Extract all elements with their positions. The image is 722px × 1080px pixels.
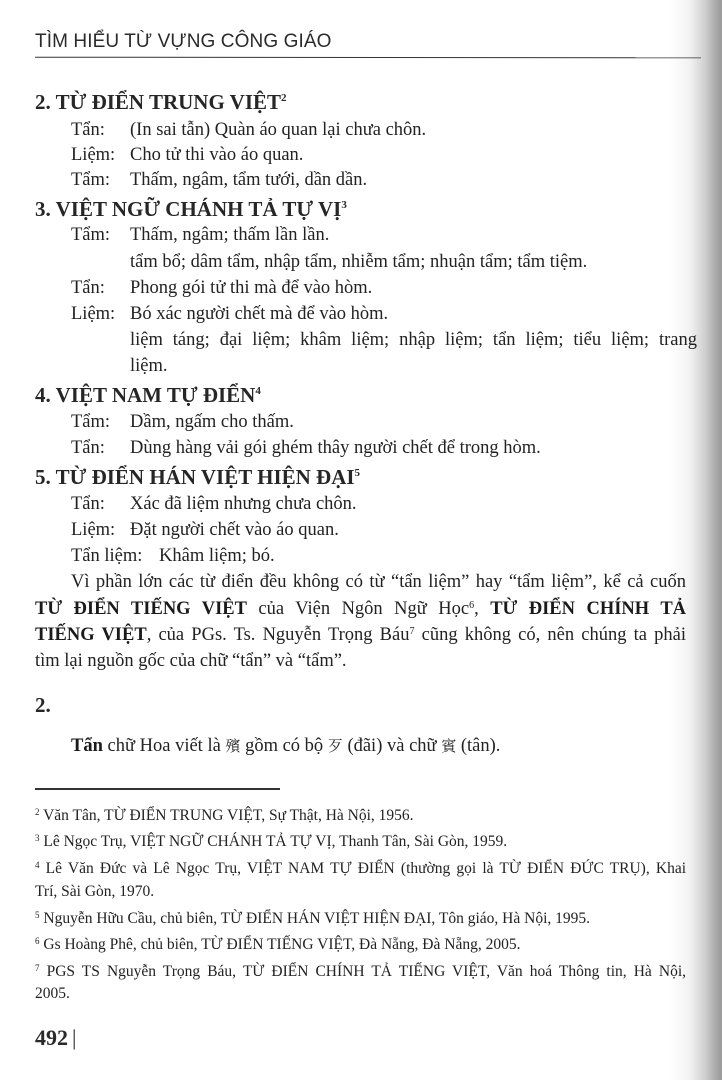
entry-label: Liệm:	[71, 145, 116, 165]
footnote	[35, 910, 590, 928]
paragraph-text: chữ Hoa viết là	[102, 736, 226, 756]
footnote-ref: 5	[354, 467, 361, 479]
entry-label: Tẩn liệm:	[71, 546, 143, 566]
paragraph-text: gồm có bộ	[240, 736, 328, 756]
entry-definition: tẩm bổ; dâm tẩm, nhập tẩm, nhiễm tẩm; nhuận tẩm; tẩm tiệm.	[130, 252, 588, 272]
section-heading-text: 3. VIỆT NGỮ CHÁNH TẢ TỰ VỊ	[35, 197, 342, 221]
footnote-ref: 3	[341, 199, 347, 211]
footnote-number: 5	[35, 910, 40, 920]
footnote	[35, 833, 507, 851]
paragraph-line	[35, 599, 686, 620]
entry-label: Tẩm:	[71, 225, 111, 245]
footnote-ref: 7	[409, 626, 415, 637]
term: Tẩn	[71, 736, 103, 756]
section-number: 2.	[35, 693, 51, 717]
footnote-number: 7	[35, 963, 40, 973]
entry-definition: Cho tử thi vào áo quan.	[130, 145, 304, 165]
footnote-text: Gs Hoàng Phê, chủ biên, TỪ ĐIỂN TIẾNG VIỆT, Đà Nẵng, Đà Nẵng, 2005.	[43, 936, 521, 953]
paragraph-text: của Viện Ngôn Ngữ Học	[246, 599, 470, 619]
entry-label: Tẩn:	[71, 494, 105, 514]
footnote-continuation: 2005.	[35, 985, 70, 1002]
entry-definition: Dầm, ngấm cho thấm.	[130, 412, 294, 432]
section-heading-text: 4. VIỆT NAM TỰ ĐIỂN	[35, 383, 256, 407]
entry-definition: Phong gói tử thi mà để vào hòm.	[130, 278, 373, 298]
entry-definition: Khâm liệm; bó.	[159, 546, 275, 566]
footnote-rule	[35, 788, 280, 790]
footnote	[35, 807, 414, 825]
chinese-character: 賓	[441, 737, 457, 755]
footnote-text: Nguyễn Hữu Cầu, chủ biên, TỪ ĐIỂN HÁN VIỆT HIỆN ĐẠI, Tôn giáo, Hà Nội, 1995.	[43, 910, 591, 927]
header-rule	[35, 57, 701, 59]
paragraph-text: cũng không có, nên chúng ta phải	[414, 625, 686, 645]
entry-label: Tẩn:	[71, 120, 105, 140]
paragraph-text: (tân).	[456, 736, 501, 756]
chinese-character: 殯	[225, 737, 241, 755]
page-number-separator: |	[72, 1025, 77, 1050]
footnote-ref: 2	[281, 92, 287, 104]
entry-label: Tẩn:	[71, 438, 105, 458]
entry-definition: liệm táng; đại liệm; khâm liệm; nhập liệm; tẩn liệm; tiểu liệm; trang	[130, 330, 697, 350]
entry-label: Tẩm:	[71, 170, 111, 190]
footnote-number: 4	[35, 860, 40, 870]
entry-definition: Xác đã liệm nhưng chưa chôn.	[130, 494, 357, 514]
entry-definition: Thấm, ngâm, tẩm tưới, dần dần.	[130, 170, 368, 190]
footnote-text: Văn Tân, TỪ ĐIỂN TRUNG VIỆT, Sự Thật, Hà Nội, 1956.	[43, 807, 414, 824]
footnote-number: 2	[35, 807, 40, 817]
paragraph-line: tìm lại nguồn gốc của chữ “tẩn” và “tẩm”.	[35, 651, 347, 671]
section-heading	[35, 465, 360, 490]
entry-definition: Thấm, ngâm; thấm lần lần.	[130, 225, 330, 245]
paragraph-line: Vì phần lớn các từ điển đều không có từ “tẩn liệm” hay “tẩm liệm”, kể cả cuốn	[71, 572, 686, 592]
entry-definition: liệm.	[130, 356, 168, 376]
footnote	[35, 860, 686, 878]
footnote-text: Lê Ngọc Trụ, VIỆT NGỮ CHÁNH TẢ TỰ VỊ, Thanh Tân, Sài Gòn, 1959.	[43, 833, 508, 850]
section-heading	[35, 383, 261, 408]
page-number-value: 492	[35, 1025, 68, 1050]
section-heading	[35, 197, 347, 222]
footnote-number: 6	[35, 936, 40, 946]
paragraph-text: (đãi) và chữ	[342, 736, 442, 756]
footnote	[35, 963, 686, 981]
entry-label: Tẩm:	[71, 412, 111, 432]
section-heading-text: 2. TỪ ĐIỂN TRUNG VIỆT	[35, 90, 282, 114]
entry-definition: Đặt người chết vào áo quan.	[130, 520, 339, 540]
page-number	[35, 1025, 76, 1051]
entry-label: Tẩn:	[71, 278, 105, 298]
footnote-ref: 4	[255, 385, 261, 397]
paragraph-text: , của PGs. Ts. Nguyễn Trọng Báu	[146, 625, 410, 645]
chinese-character: 歹	[327, 737, 343, 755]
paragraph-text: ,	[474, 599, 491, 619]
footnote-ref: 6	[469, 600, 475, 611]
entry-definition: Bó xác người chết mà để vào hòm.	[130, 304, 389, 324]
entry-definition: (In sai tẫn) Quàn áo quan lại chưa chôn.	[130, 120, 427, 140]
book-title: TIẾNG VIỆT	[35, 625, 147, 645]
running-head: TÌM HIỂU TỪ VỰNG CÔNG GIÁO	[35, 31, 332, 52]
entry-label: Liệm:	[71, 520, 116, 540]
footnote-number: 3	[35, 833, 40, 843]
entry-label: Liệm:	[71, 304, 116, 324]
paragraph-line	[71, 735, 500, 757]
footnote-text: Lê Văn Đức và Lê Ngọc Trụ, VIỆT NAM TỰ ĐIỂN (thường gọi là TỪ ĐIỂN ĐỨC TRỤ), Khai	[45, 860, 687, 877]
footnote	[35, 936, 520, 954]
book-title: TỪ ĐIỂN CHÍNH TẢ	[490, 599, 687, 619]
book-title: TỪ ĐIỂN TIẾNG VIỆT	[35, 599, 247, 619]
paragraph-line	[35, 625, 686, 646]
footnote-continuation: Trí, Sài Gòn, 1970.	[35, 883, 155, 900]
footnote-text: PGS TS Nguyễn Trọng Báu, TỪ ĐIỂN CHÍNH TẢ TIẾNG VIỆT, Văn hoá Thông tin, Hà Nội,	[46, 963, 687, 980]
section-heading	[35, 90, 287, 115]
entry-definition: Dùng hàng vải gói ghém thây người chết để trong hòm.	[130, 438, 541, 458]
section-heading-text: 5. TỪ ĐIỂN HÁN VIỆT HIỆN ĐẠI	[35, 465, 355, 489]
